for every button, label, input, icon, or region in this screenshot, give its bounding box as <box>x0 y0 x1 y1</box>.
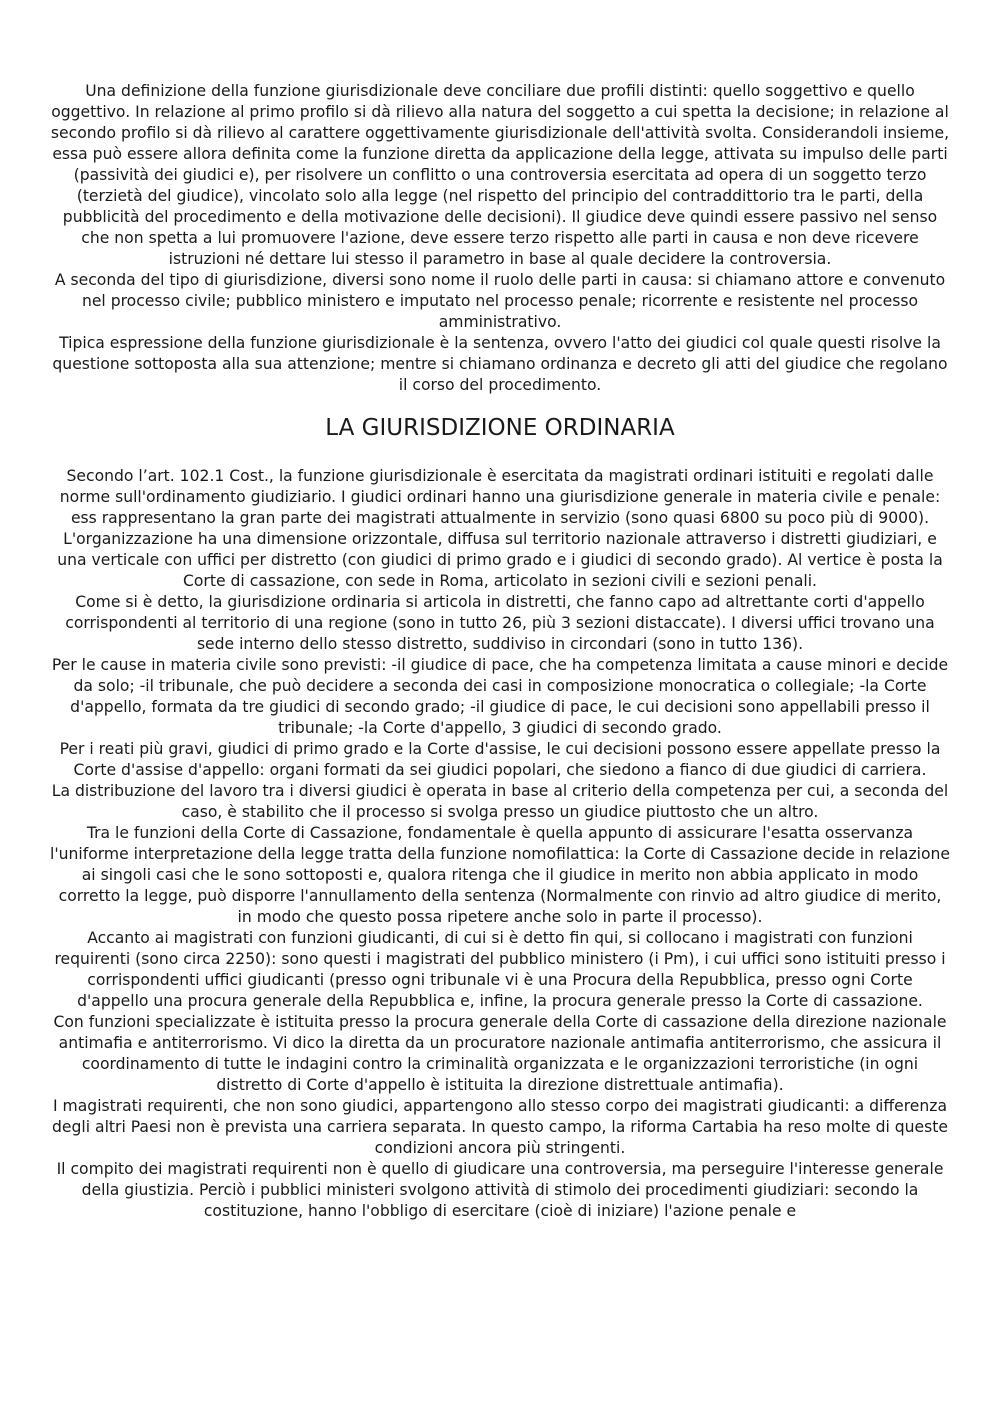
section-paragraph-9: I magistrati requirenti, che non sono giudici, appartengono allo stesso corpo dei magistrati giudicanti: a differenza degli altri Paesi non è prevista una carriera separata. In questo campo, la riforma Cartabia ha reso molte di queste condizioni ancora più stringenti. <box>52 1097 948 1157</box>
section-title: LA GIURISDIZIONE ORDINARIA <box>325 415 675 441</box>
section-paragraph-2: Come si è detto, la giurisdizione ordinaria si articola in distretti, che fanno capo ad altrettante corti d'appello corrispondenti al territorio di una regione (sono in tutto 26, più 3 sezioni distaccate). I diversi uffici trovano una sede interno dello stesso distretto, suddiviso in circondari (sono in tutto 136). <box>65 593 935 653</box>
section-paragraph-8: Con funzioni specializzate è istituita presso la procura generale della Corte di cassazione della direzione nazionale antimafia e antiterrorismo. Vi dico la diretta da un procuratore nazionale antimafia antiterrorismo, che assicura il coordinamento di tutte le indagini contro la criminalità organizzata e le organizzazioni terroristiche (in ogni distretto di Corte d'appello è istituita la direzione distrettuale antimafia). <box>53 1013 947 1094</box>
intro-paragraph-1: Una definizione della funzione giurisdizionale deve conciliare due profili distinti: quello soggettivo e quello oggettivo. In relazione al primo profilo si dà rilievo alla natura del soggetto a cui spetta la decisione; in relazione al secondo profilo si dà rilievo al carattere oggettivamente giurisdizionale dell'attività svolta. Considerandoli insieme, essa può essere allora definita come la funzione diretta da applicazione della legge, attivata su impulso delle parti (passività dei giudici e), per risolvere un conflitto o una controversia esercitata ad opera di un soggetto terzo (terzietà del giudice), vincolato solo alla legge (nel rispetto del principio del contraddittorio tra le parti, della pubblicità del procedimento e della motivazione delle decisioni). Il giudice deve quindi essere passivo nel senso che non spetta a lui promuovere l'azione, deve essere terzo rispetto alle parti in causa e non deve ricevere istruzioni né dettare lui stesso il parametro in base al quale decidere la controversia. <box>50 82 950 268</box>
section-paragraph-6: Tra le funzioni della Corte di Cassazione, fondamentale è quella appunto di assicurare l'esatta osservanza l'uniforme interpretazione della legge tratta della funzione nomofilattica: la Corte di Cassazione decide in relazione ai singoli casi che le sono sottoposti e, qualora ritenga che il giudice in merito non abbia applicato in modo corretto la legge, può disporre l'annullamento della sentenza (Normalmente con rinvio ad altro giudice di merito, in modo che questo possa ripetere anche solo in parte il processo). <box>50 824 951 926</box>
section-paragraph-7: Accanto ai magistrati con funzioni giudicanti, di cui si è detto fin qui, si collocano i magistrati con funzioni requirenti (sono circa 2250): sono questi i magistrati del pubblico ministero (i Pm), i cui uffici sono istituiti presso i corrispondenti uffici giudicanti (presso ogni tribunale vi è una Procura della Repubblica, presso ogni Corte d'appello una procura generale della Repubblica e, infine, la procura generale presso la Corte di cassazione. <box>54 929 946 1010</box>
intro-paragraph-3: Tipica espressione della funzione giurisdizionale è la sentenza, ovvero l'atto dei giudici col quale questi risolve la questione sottoposta alla sua attenzione; mentre si chiamano ordinanza e decreto gli atti del giudice che regolano il corso del procedimento. <box>52 334 948 394</box>
section-paragraph-4: Per i reati più gravi, giudici di primo grado e la Corte d'assise, le cui decisioni possono essere appellate presso la Corte d'assise d'appello: organi formati da sei giudici popolari, che siedono a fianco di due giudici di carriera. <box>59 740 941 779</box>
intro-paragraph-2: A seconda del tipo di giurisdizione, diversi sono nome il ruolo delle parti in causa: si chiamano attore e convenuto nel processo civile; pubblico ministero e imputato nel processo penale; ricorrente e resistente nel processo amministrativo. <box>54 271 946 331</box>
section-paragraph-1: Secondo l’art. 102.1 Cost., la funzione giurisdizionale è esercitata da magistrati ordinari istituiti e regolati dalle norme sull'ordinamento giudiziario. I giudici ordinari hanno una giurisdizione generale in materia civile e penale: ess rappresentano la gran parte dei magistrati attualmente in servizio (sono quasi 6800 su poco più di 9000). L'organizzazione ha una dimensione orizzontale, diffusa sul territorio nazionale attraverso i distretti giudiziari, e una verticale con uffici per distretto (con giudici di primo grado e i giudici di secondo grado). Al vertice è posta la Corte di cassazione, con sede in Roma, articolato in sezioni civili e sezioni penali. <box>57 467 943 590</box>
section-paragraph-5: La distribuzione del lavoro tra i diversi giudici è operata in base al criterio della competenza per cui, a seconda del caso, è stabilito che il processo si svolga presso un giudice piuttosto che un altro. <box>51 782 949 821</box>
section-paragraph-3: Per le cause in materia civile sono previsti: -il giudice di pace, che ha competenza limitata a cause minori e decide da solo; -il tribunale, che può decidere a seconda dei casi in composizione monocratica o collegiale; -la Corte d'appello, formata da tre giudici di secondo grado; -il giudice di pace, le cui decisioni sono appellabili presso il tribunale; -la Corte d'appello, 3 giudici di secondo grado. <box>51 656 949 737</box>
section-paragraph-10: Il compito dei magistrati requirenti non è quello di giudicare una controversia, ma perseguire l'interesse generale della giustizia. Perciò i pubblici ministeri svolgono attività di stimolo dei procedimenti giudiziari: secondo la costituzione, hanno l'obbligo di esercitare (cioè di iniziare) l'azione penale e <box>56 1160 944 1220</box>
document-page <box>50 81 950 1222</box>
